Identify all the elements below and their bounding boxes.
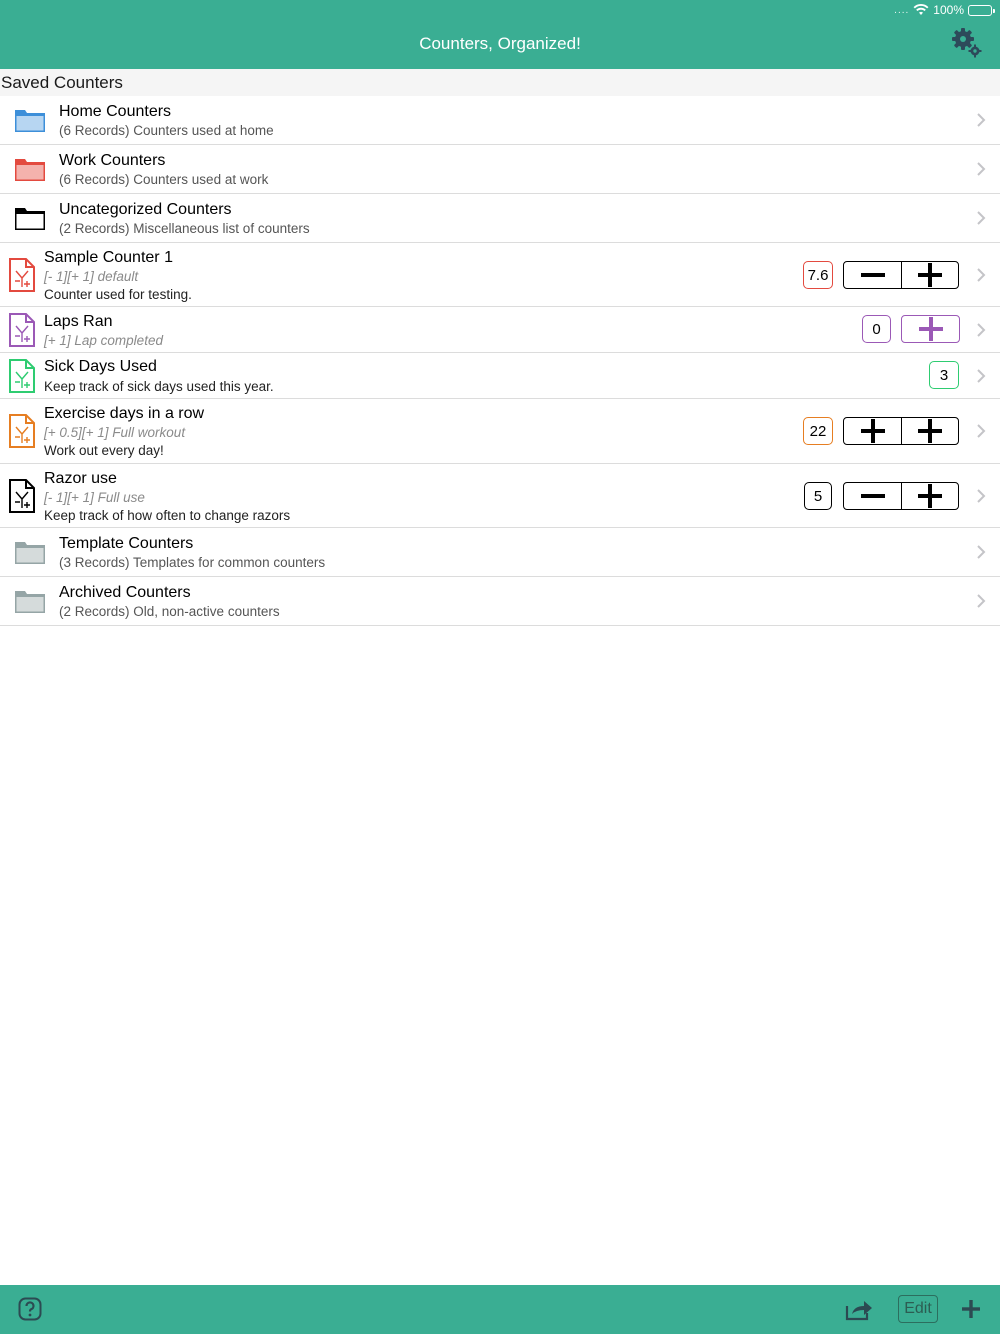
edit-button[interactable]: Edit: [898, 1295, 938, 1323]
counter-step: [- 1][+ 1] default: [44, 269, 139, 284]
folder-subtitle: (2 Records) Old, non-active counters: [59, 604, 280, 619]
counter-title: Sick Days Used: [44, 358, 157, 375]
chevron-right-icon: [976, 161, 986, 177]
chevron-right-icon: [976, 322, 986, 338]
counter-document-icon: [8, 478, 36, 514]
chevron-right-icon: [976, 368, 986, 384]
folder-row-template[interactable]: [0, 528, 1000, 577]
counter-value: 3: [929, 361, 959, 389]
counter-row-exercise-days[interactable]: [0, 399, 1000, 464]
counter-value: 5: [804, 482, 832, 510]
folder-subtitle: (2 Records) Miscellaneous list of counters: [59, 221, 310, 236]
navigation-bar: [0, 0, 1000, 69]
counter-description: Keep track of sick days used this year.: [44, 379, 274, 394]
counter-description: Work out every day!: [44, 443, 164, 458]
chevron-right-icon: [976, 544, 986, 560]
folder-subtitle: (6 Records) Counters used at home: [59, 123, 274, 138]
increment-button[interactable]: [901, 483, 958, 509]
counter-document-icon: [8, 358, 36, 394]
counter-document-icon: [8, 257, 36, 293]
status-bar: [894, 3, 992, 17]
counter-stepper: [843, 261, 959, 289]
folder-title: Uncategorized Counters: [59, 201, 232, 218]
folder-row-uncategorized[interactable]: [0, 194, 1000, 243]
folder-title: Template Counters: [59, 535, 194, 552]
settings-gear-icon[interactable]: [952, 28, 982, 58]
folder-row-archived[interactable]: [0, 577, 1000, 626]
wifi-icon: [913, 4, 929, 16]
counter-document-icon: [8, 413, 36, 449]
counter-row-razor-use[interactable]: [0, 464, 1000, 528]
folder-icon: [14, 204, 46, 232]
counter-value: 0: [862, 315, 891, 343]
counter-stepper: [901, 315, 960, 343]
counter-step: [+ 1] Lap completed: [44, 333, 163, 348]
decrement-button[interactable]: [844, 262, 901, 288]
counter-title: Razor use: [44, 470, 117, 487]
counter-stepper: [843, 482, 959, 510]
counter-value: 22: [803, 417, 833, 445]
counter-stepper: [843, 417, 959, 445]
counter-value: 7.6: [803, 261, 833, 289]
chevron-right-icon: [976, 267, 986, 283]
folder-title: Home Counters: [59, 103, 172, 120]
battery-icon: [968, 5, 992, 16]
counter-step: [+ 0.5][+ 1] Full workout: [44, 425, 186, 440]
counter-title: Sample Counter 1: [44, 249, 173, 266]
increment-half-button[interactable]: [844, 418, 901, 444]
folder-icon: [14, 106, 46, 134]
chevron-right-icon: [976, 593, 986, 609]
counter-document-icon: [8, 312, 36, 348]
counter-description: Counter used for testing.: [44, 287, 192, 302]
increment-button[interactable]: [902, 316, 959, 342]
page-title: Counters, Organized!: [419, 34, 581, 53]
counter-description: Keep track of how often to change razors: [44, 508, 291, 523]
increment-button[interactable]: [901, 418, 958, 444]
folder-icon: [14, 155, 46, 183]
folder-subtitle: (3 Records) Templates for common counters: [59, 555, 326, 570]
chevron-right-icon: [976, 423, 986, 439]
add-icon[interactable]: [960, 1298, 982, 1320]
cellular-signal: ....: [894, 4, 910, 16]
counter-row-sample-counter-1[interactable]: [0, 243, 1000, 307]
counter-title: Exercise days in a row: [44, 405, 205, 422]
decrement-button[interactable]: [844, 483, 901, 509]
counter-step: [- 1][+ 1] Full use: [44, 490, 145, 505]
chevron-right-icon: [976, 112, 986, 128]
section-header-saved-counters: Saved Counters: [0, 69, 1000, 96]
counter-title: Laps Ran: [44, 313, 113, 330]
folder-icon: [14, 538, 46, 566]
chevron-right-icon: [976, 488, 986, 504]
share-icon[interactable]: [845, 1297, 873, 1321]
bottom-toolbar: [0, 1285, 1000, 1334]
counter-row-laps-ran[interactable]: [0, 307, 1000, 353]
increment-button[interactable]: [901, 262, 958, 288]
folder-icon: [14, 587, 46, 615]
help-icon[interactable]: [18, 1297, 42, 1321]
counter-row-sick-days-used[interactable]: [0, 353, 1000, 399]
folder-row-home[interactable]: [0, 96, 1000, 145]
folder-subtitle: (6 Records) Counters used at work: [59, 172, 269, 187]
chevron-right-icon: [976, 210, 986, 226]
folder-row-work[interactable]: [0, 145, 1000, 194]
counters-list: [0, 96, 1000, 626]
battery-percent: 100%: [933, 3, 964, 17]
folder-title: Archived Counters: [59, 584, 191, 601]
folder-title: Work Counters: [59, 152, 166, 169]
